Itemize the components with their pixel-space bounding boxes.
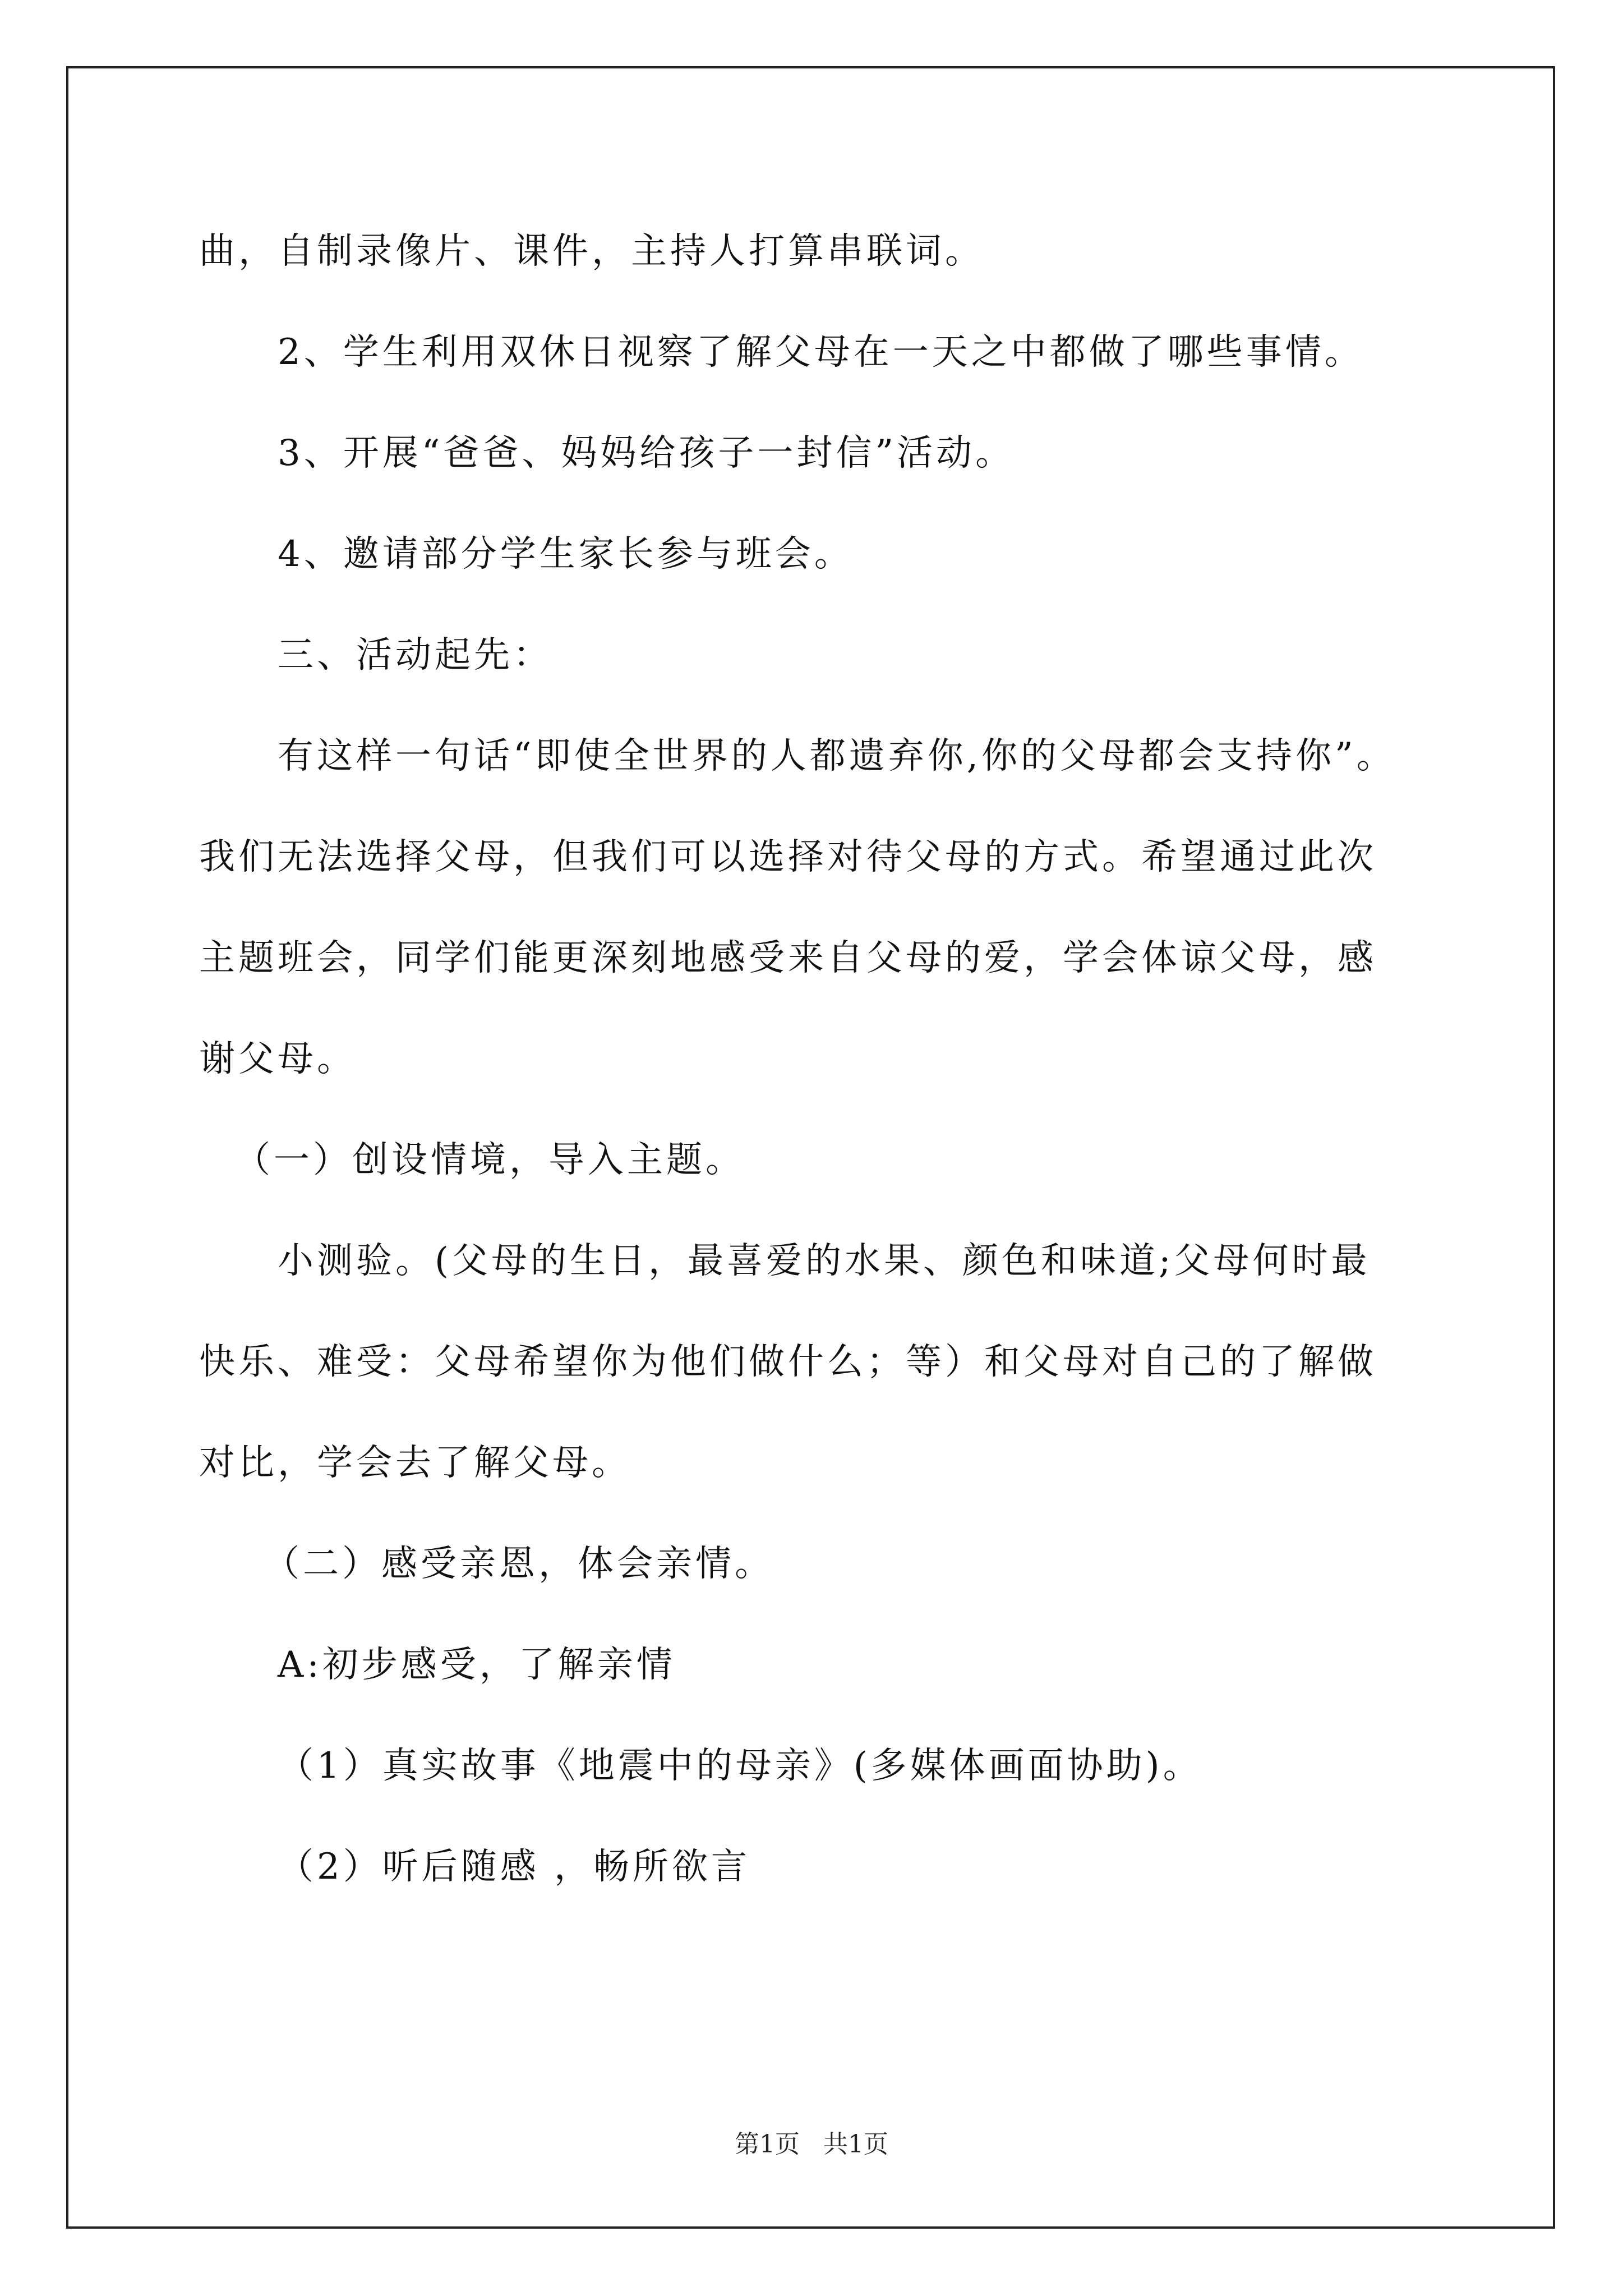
- text-line: 有这样一句话“即使全世界的人都遗弃你,你的父母都会支持你”。: [278, 735, 1396, 777]
- text-line: A:初步感受，了解亲情: [278, 1644, 676, 1686]
- text-line: （1）真实故事《地震中的母亲》(多媒体画面协助)。: [278, 1745, 1202, 1787]
- text-line: 谢父母。: [199, 1038, 356, 1080]
- page-number-footer: 第1页 共1页: [735, 2130, 888, 2159]
- text-line: 2、学生利用双休日视察了解父母在一天之中都做了哪些事情。: [278, 332, 1364, 373]
- text-line: 主题班会，同学们能更深刻地感受来自父母的爱，学会体谅父母，感: [199, 937, 1377, 979]
- text-line: 对比，学会去了解父母。: [199, 1442, 631, 1484]
- text-line: 曲，自制录像片、课件，主持人打算串联词。: [199, 231, 984, 272]
- section-heading: 三、活动起先：: [278, 634, 552, 676]
- subsection-heading: （一）创设情境，导入主题。: [234, 1139, 745, 1181]
- text-line: 4、邀请部分学生家长参与班会。: [278, 533, 854, 575]
- text-line: 我们无法选择父母，但我们可以选择对待父母的方式。希望通过此次: [199, 836, 1377, 878]
- text-line: 快乐、难受：父母希望你为他们做什么；等）和父母对自己的了解做: [199, 1341, 1377, 1383]
- subsection-heading: （二）感受亲恩，体会亲情。: [264, 1543, 774, 1585]
- text-line: 小测验。(父母的生日，最喜爱的水果、颜色和味道;父母何时最: [278, 1240, 1371, 1282]
- text-line: （2）听后随感 ，畅所欲言: [278, 1846, 751, 1888]
- text-line: 3、开展“爸爸、妈妈给孩子一封信”活动。: [278, 432, 1015, 474]
